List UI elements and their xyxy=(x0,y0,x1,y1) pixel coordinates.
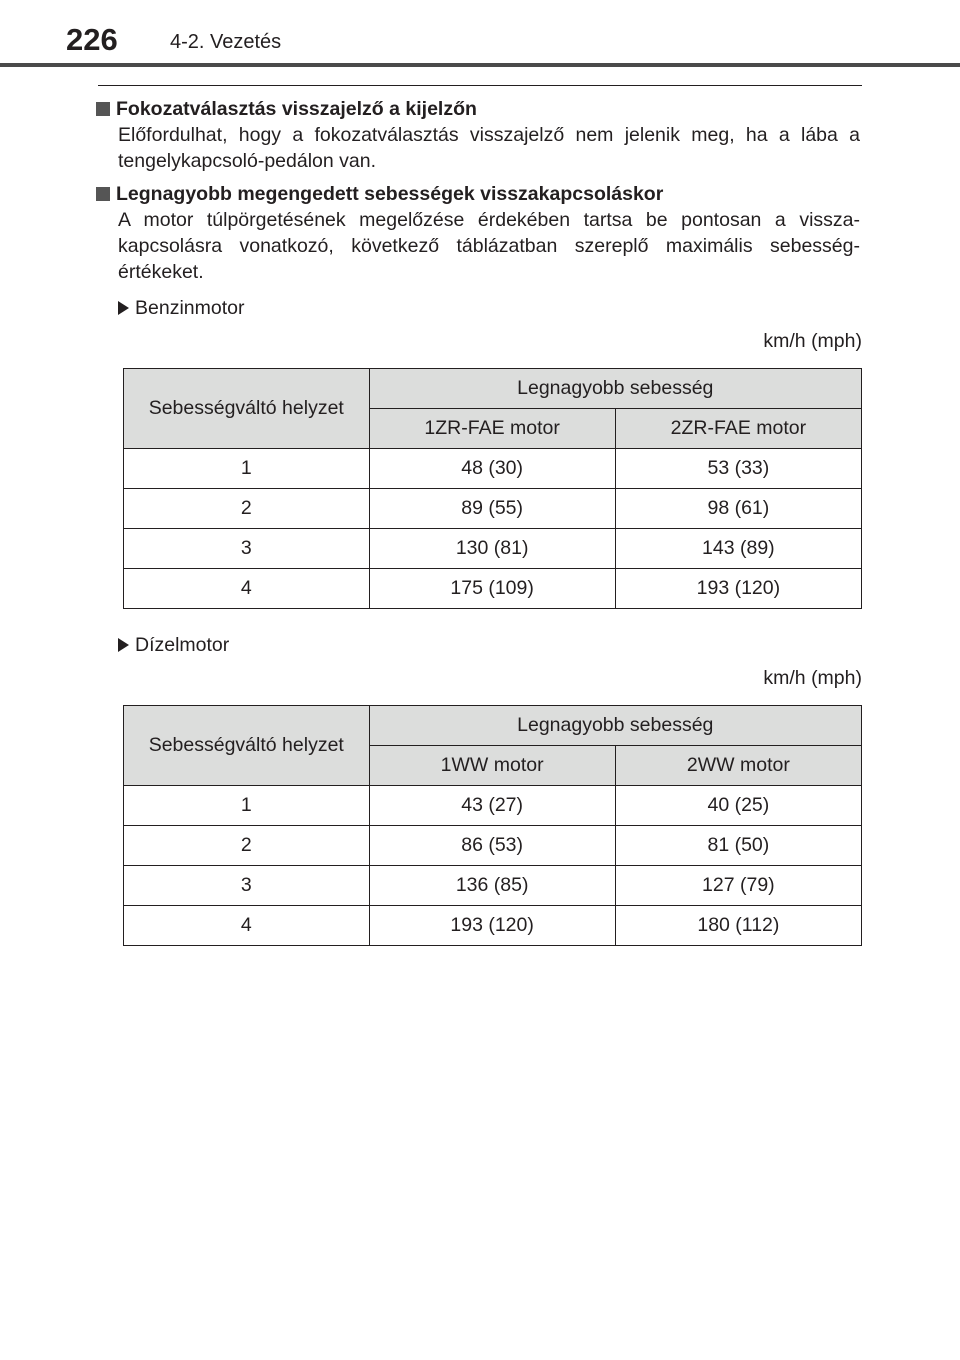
table-cell: 40 (25) xyxy=(615,786,861,826)
table-row xyxy=(124,529,862,569)
header-engine: 2ZR-FAE motor xyxy=(615,409,861,449)
triangle-arrow-icon xyxy=(118,638,129,652)
section-paragraph: Előfordulhat, hogy a fokozatválasztás visszajelző nem jelenik meg, ha a lába a tengelykapcsoló-pedálon van. xyxy=(118,124,860,172)
unit-label: km/h (mph) xyxy=(763,667,862,689)
table-cell: 3 xyxy=(124,866,370,906)
square-bullet-icon xyxy=(96,187,110,201)
table-cell: 86 (53) xyxy=(369,826,615,866)
speed-table-diesel xyxy=(123,705,862,946)
table-cell: 4 xyxy=(124,906,370,946)
main-content xyxy=(96,96,860,946)
header-engine: 1ZR-FAE motor xyxy=(369,409,615,449)
section-heading xyxy=(96,181,860,207)
section-heading xyxy=(96,96,860,122)
square-bullet-icon xyxy=(96,102,110,116)
table-row xyxy=(124,449,862,489)
table-cell: 2 xyxy=(124,489,370,529)
header-gear-position: Sebességváltó helyzet xyxy=(124,369,370,449)
section-divider xyxy=(98,85,862,86)
table-cell: 3 xyxy=(124,529,370,569)
table-cell: 130 (81) xyxy=(369,529,615,569)
table-row xyxy=(124,866,862,906)
table-cell: 193 (120) xyxy=(369,906,615,946)
table-cell: 127 (79) xyxy=(615,866,861,906)
section-heading-text: Legnagyobb megengedett sebességek visszakapcsoláskor xyxy=(116,183,664,205)
table-cell: 4 xyxy=(124,569,370,609)
header-gear-position: Sebességváltó helyzet xyxy=(124,706,370,786)
table-cell: 89 (55) xyxy=(369,489,615,529)
section-paragraph: A motor túlpörgetésének megelőzése érdekében tartsa be pontosan a vissza-kapcsolásra vonatkozó, következő táblázatban szereplő maximális sebesség-értékeket. xyxy=(118,209,860,283)
chapter-title: 4-2. Vezetés xyxy=(170,31,282,53)
triangle-arrow-icon xyxy=(118,301,129,315)
unit-label: km/h (mph) xyxy=(763,330,862,352)
table-cell: 48 (30) xyxy=(369,449,615,489)
table-cell: 1 xyxy=(124,449,370,489)
table-cell: 43 (27) xyxy=(369,786,615,826)
table-cell: 143 (89) xyxy=(615,529,861,569)
header-rule xyxy=(0,63,960,67)
table-cell: 53 (33) xyxy=(615,449,861,489)
table-cell: 193 (120) xyxy=(615,569,861,609)
section-heading-text: Fokozatválasztás visszajelző a kijelzőn xyxy=(116,98,477,120)
header-engine: 2WW motor xyxy=(615,746,861,786)
table-cell: 98 (61) xyxy=(615,489,861,529)
table-label-text: Dízelmotor xyxy=(135,634,230,656)
page-number: 226 xyxy=(66,22,118,57)
table-cell: 2 xyxy=(124,826,370,866)
table-label xyxy=(118,632,860,658)
table-row xyxy=(124,786,862,826)
header-engine: 1WW motor xyxy=(369,746,615,786)
table-row xyxy=(124,906,862,946)
table-cell: 136 (85) xyxy=(369,866,615,906)
table-cell: 175 (109) xyxy=(369,569,615,609)
table-row xyxy=(124,569,862,609)
table-cell: 1 xyxy=(124,786,370,826)
table-row xyxy=(124,489,862,529)
header-max-speed: Legnagyobb sebesség xyxy=(369,706,861,746)
header-max-speed: Legnagyobb sebesség xyxy=(369,369,861,409)
table-cell: 81 (50) xyxy=(615,826,861,866)
table-label xyxy=(118,295,860,321)
table-cell: 180 (112) xyxy=(615,906,861,946)
table-row xyxy=(124,826,862,866)
speed-table-petrol xyxy=(123,368,862,609)
table-label-text: Benzinmotor xyxy=(135,297,245,319)
